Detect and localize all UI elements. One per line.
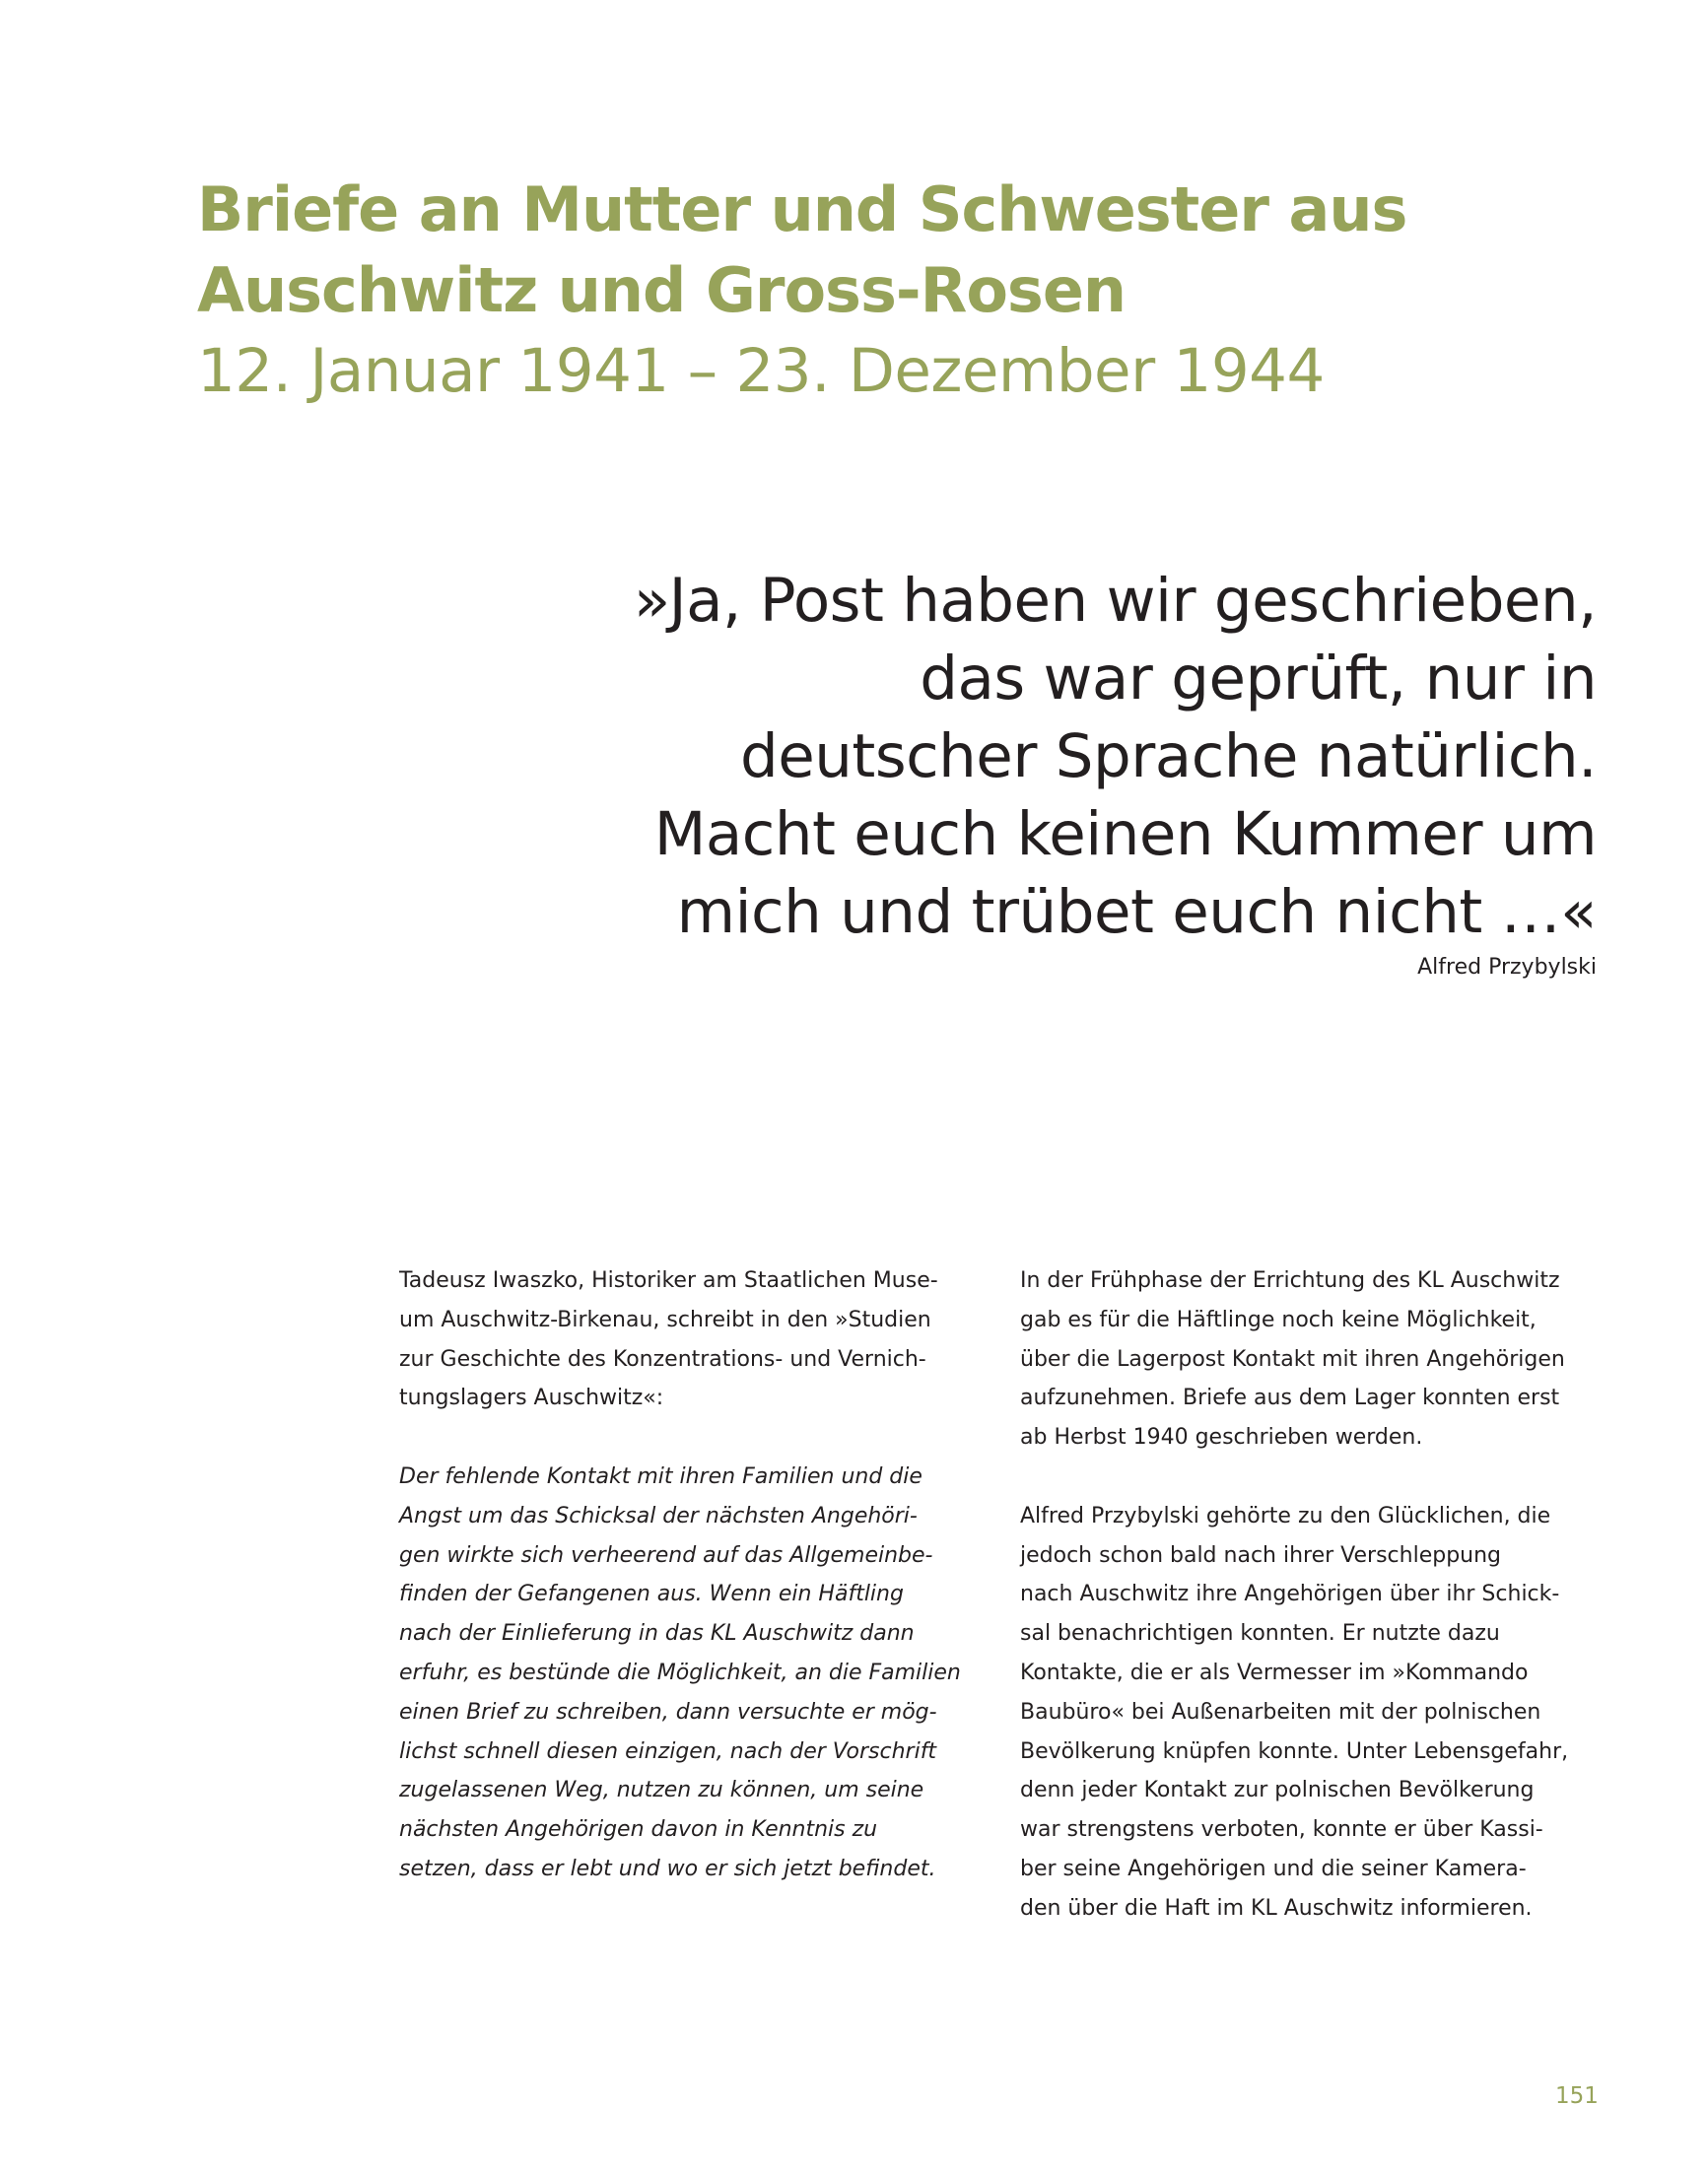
- chapter-title-line: Briefe an Mutter und Schwester aus: [197, 173, 1407, 245]
- body-paragraph-2: [1020, 1497, 1611, 1929]
- text-line: denn jeder Kontakt zur polnischen Bevölkerung: [1020, 1778, 1535, 1803]
- text-line: In der Frühphase der Errichtung des KL Auschwitz: [1020, 1268, 1560, 1293]
- text-line: nächsten Angehörigen davon in Kenntnis zu: [399, 1817, 878, 1843]
- text-line: setzen, dass er lebt und wo er sich jetzt befindet.: [399, 1856, 936, 1881]
- text-line: gab es für die Häftlinge noch keine Möglichkeit,: [1020, 1307, 1537, 1332]
- chapter-title-line: Auschwitz und Gross-Rosen: [197, 254, 1127, 326]
- text-line: Alfred Przybylski gehörte zu den Glücklichen, die: [1020, 1503, 1551, 1528]
- text-line: lichst schnell diesen einzigen, nach der Vorschrift: [399, 1738, 937, 1764]
- quote-line: deutscher Sprache natürlich.: [739, 721, 1597, 791]
- text-line: zugelassenen Weg, nutzen zu können, um seine: [399, 1778, 924, 1803]
- text-line: ab Herbst 1940 geschrieben werden.: [1020, 1425, 1423, 1451]
- text-line: nach Auschwitz ihre Angehörigen über ihr Schick-: [1020, 1582, 1560, 1607]
- text-line: gen wirkte sich verheerend auf das Allgemeinbe-: [399, 1542, 933, 1568]
- quote-line: mich und trübet euch nicht …«: [676, 877, 1597, 947]
- quote-line: das war geprüft, nur in: [920, 644, 1597, 713]
- text-line: Der fehlende Kontakt mit ihren Familien und die: [399, 1463, 922, 1489]
- text-line: einen Brief zu schreiben, dann versuchte er mög-: [399, 1699, 937, 1725]
- text-line: Tadeusz Iwaszko, Historiker am Staatlichen Muse-: [399, 1268, 938, 1293]
- text-line: ber seine Angehörigen und die seiner Kamera-: [1020, 1856, 1527, 1881]
- text-line: Kontakte, die er als Vermesser im »Kommando: [1020, 1660, 1529, 1685]
- left-text-column: [399, 1261, 991, 1889]
- text-line: über die Lagerpost Kontakt mit ihren Angehörigen: [1020, 1346, 1565, 1372]
- paragraph-spacer: [399, 1418, 991, 1458]
- page-number: 151: [1555, 2083, 1599, 2109]
- quote-line: Macht euch keinen Kummer um: [653, 799, 1597, 869]
- chapter-heading: [197, 170, 1597, 412]
- text-line: jedoch schon bald nach ihrer Verschleppung: [1020, 1542, 1502, 1568]
- body-paragraph-1: [1020, 1261, 1611, 1458]
- text-line: Angst um das Schicksal der nächsten Angehöri-: [399, 1503, 918, 1528]
- italic-citation-paragraph: [399, 1458, 991, 1889]
- quote-author: Alfred Przybylski: [1417, 955, 1597, 980]
- text-line: finden der Gefangenen aus. Wenn ein Häftling: [399, 1582, 904, 1607]
- text-line: aufzunehmen. Briefe aus dem Lager konnten erst: [1020, 1386, 1560, 1411]
- text-line: nach der Einlieferung in das KL Auschwitz dann: [399, 1621, 915, 1647]
- text-line: den über die Haft im KL Auschwitz informieren.: [1020, 1895, 1533, 1921]
- right-text-column: [1020, 1261, 1611, 1929]
- intro-paragraph: [399, 1261, 991, 1418]
- text-line: sal benachrichtigen konnten. Er nutzte dazu: [1020, 1621, 1500, 1647]
- quote-line: »Ja, Post haben wir geschrieben,: [633, 566, 1597, 636]
- paragraph-spacer: [1020, 1458, 1611, 1497]
- epigraph-quote: [414, 562, 1597, 983]
- text-line: Bevölkerung knüpfen konnte. Unter Lebensgefahr,: [1020, 1738, 1569, 1764]
- chapter-date-range: 12. Januar 1941 – 23. Dezember 1944: [197, 336, 1325, 406]
- text-line: zur Geschichte des Konzentrations- und Vernich-: [399, 1346, 926, 1372]
- text-line: war strengstens verboten, konnte er über Kassi-: [1020, 1817, 1543, 1843]
- text-line: erfuhr, es bestünde die Möglichkeit, an die Familien: [399, 1660, 961, 1685]
- text-line: Baubüro« bei Außenarbeiten mit der polnischen: [1020, 1699, 1541, 1725]
- text-line: tungslagers Auschwitz«:: [399, 1386, 664, 1411]
- text-line: um Auschwitz-Birkenau, schreibt in den »Studien: [399, 1307, 931, 1332]
